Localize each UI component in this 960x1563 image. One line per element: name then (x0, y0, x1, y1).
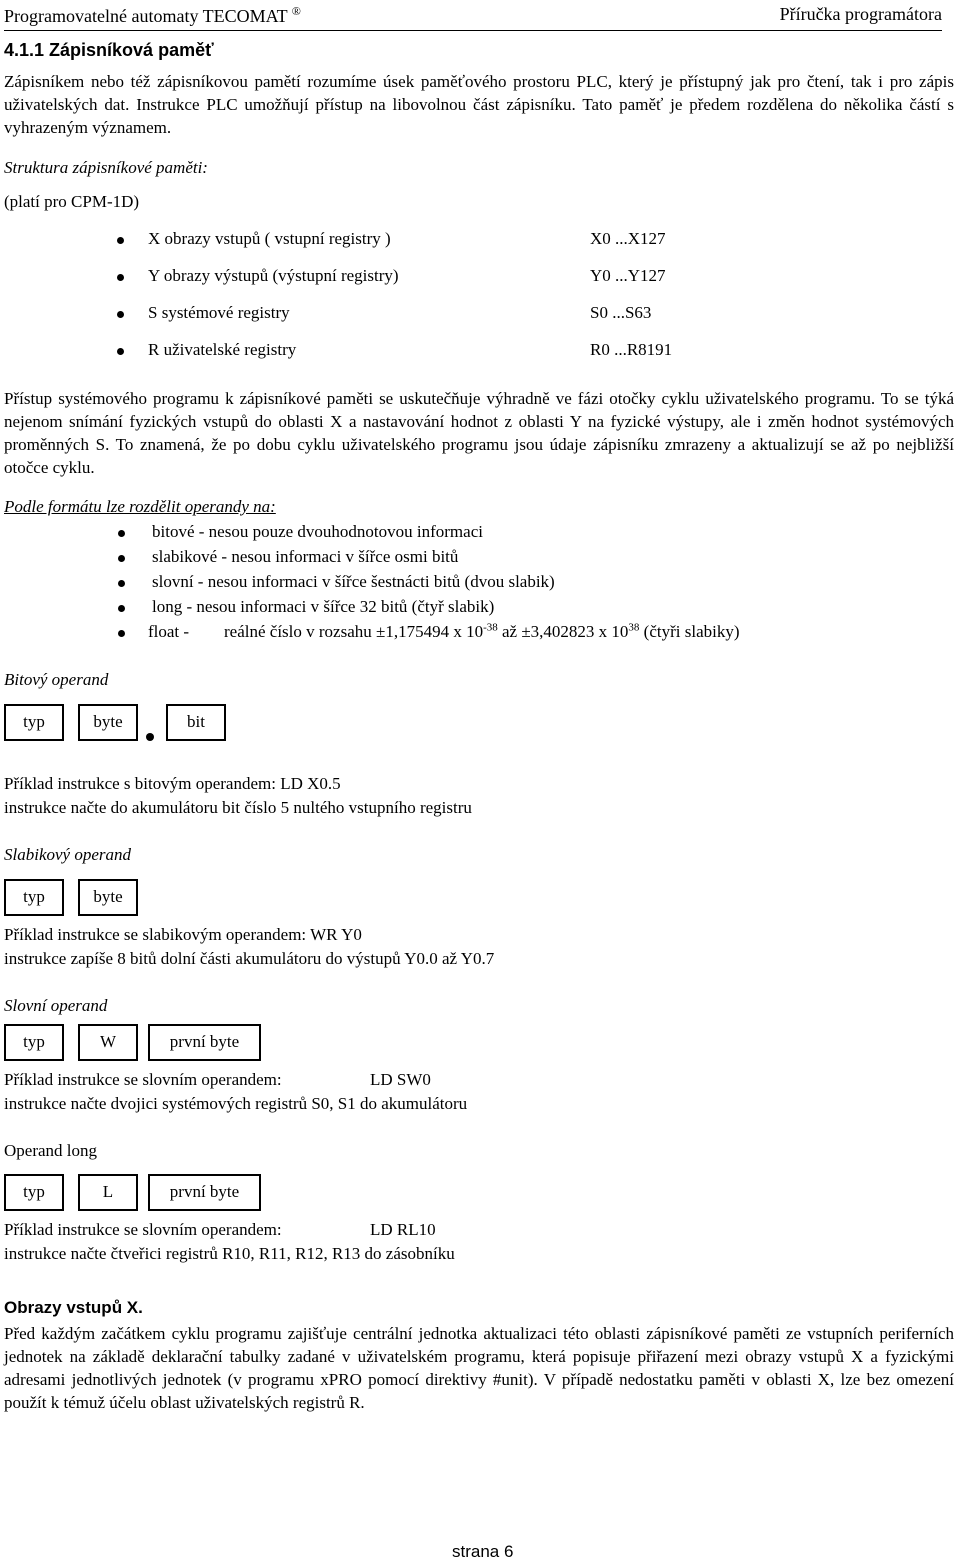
long-description: instrukce načte čtveřici registrů R10, R11, R12, R13 do zásobníku (4, 1244, 455, 1263)
byte-operand-heading: Slabikový operand (4, 845, 131, 864)
field-box: typ (4, 879, 64, 916)
structure-note: (platí pro CPM-1D) (4, 192, 140, 211)
bullet-icon (117, 237, 124, 244)
word-instruction: LD SW0 (370, 1070, 431, 1089)
field-box: bit (166, 704, 226, 741)
byte-description: instrukce zapíše 8 bitů dolní části akumulátoru do výstupů Y0.0 až Y0.7 (4, 949, 495, 968)
bit-example: Příklad instrukce s bitovým operandem: LD X0.5 (4, 774, 341, 793)
long-instruction: LD RL10 (370, 1220, 436, 1239)
bullet-icon (117, 274, 124, 281)
format-label: float - (148, 622, 190, 641)
bullet-icon (118, 555, 125, 562)
register-range: X0 ...X127 (590, 229, 666, 248)
register-name: Y obrazy výstupů (výstupní registry) (148, 266, 399, 285)
field-box: byte (78, 879, 138, 916)
separator-dot-icon (146, 733, 154, 741)
format-text: bitové - nesou pouze dvouhodnotovou informaci (152, 522, 483, 541)
format-text: reálné číslo v rozsahu ±1,175494 x $10^{-38}$ až ±3,402823 x $10^{38}$ (čtyři slabiky) (224, 621, 740, 641)
inputs-paragraph: Před každým začátkem cyklu programu zajišťuje centrální jednotka aktualizaci této oblasti zápisníkové paměti ze vstupních periferních jednotek na základě deklarační tabulky zadané v uživatelském programu, která popisuje přiřazení mezi obrazy vstupů X a fyzickými adresami jednotlivých jednotek (v programu xPRO pomocí direktivy #unit). V případě nedostatku paměti v oblasti X, lze bez omezení použít k témuž účelu oblast uživatelských registrů R. (4, 1324, 954, 1412)
bit-description: instrukce načte do akumulátoru bit číslo 5 nultého vstupního registru (4, 798, 472, 817)
field-box: W (78, 1024, 138, 1061)
bullet-icon (117, 348, 124, 355)
field-box: první byte (148, 1174, 261, 1211)
register-name: X obrazy vstupů ( vstupní registry ) (148, 229, 391, 248)
registered-mark: ® (291, 4, 301, 18)
page-header (4, 0, 942, 31)
register-name: R uživatelské registry (148, 340, 297, 359)
bullet-icon (118, 630, 125, 637)
intro-paragraph: Zápisníkem nebo též zápisníkovou pamětí rozumíme úsek paměťového prostoru PLC, který je přístupný jak pro čtení, tak i pro zápis uživatelských dat. Instrukce PLC umožňují přístup na libovolnou část zápisníku. Tato paměť je předem rozdělena do několika částí s vyhrazeným významem. (4, 72, 954, 137)
field-box: typ (4, 1174, 64, 1211)
register-range: S0 ...S63 (590, 303, 652, 322)
long-operand-heading: Operand long (4, 1141, 98, 1160)
format-heading: Podle formátu lze rozdělit operandy na: (4, 497, 276, 516)
bullet-icon (118, 530, 125, 537)
word-operand-heading: Slovní operand (4, 996, 108, 1015)
format-text: long - nesou informaci v šířce 32 bitů (čtyř slabik) (152, 597, 495, 616)
page-number: strana 6 (452, 1542, 514, 1561)
header-right: Příručka programátora (779, 4, 942, 24)
section-title: 4.1.1 Zápisníková paměť (4, 40, 214, 60)
word-example: Příklad instrukce se slovním operandem: (4, 1070, 282, 1089)
long-example: Příklad instrukce se slovním operandem: (4, 1220, 282, 1239)
field-box: typ (4, 704, 64, 741)
bullet-icon (117, 311, 124, 318)
format-text: slabikové - nesou informaci v šířce osmi bitů (152, 547, 459, 566)
header-left: Programovatelné automaty TECOMAT ® (4, 4, 301, 26)
register-range: R0 ...R8191 (590, 340, 673, 359)
inputs-heading: Obrazy vstupů X. (4, 1298, 143, 1317)
field-box: byte (78, 704, 138, 741)
access-paragraph: Přístup systémového programu k zápisníkové paměti se uskutečňuje výhradně ve fázi otočky cyklu uživatelského programu. To se týká nejenom snímání fyzických vstupů do oblasti X a nastavování hodnot z oblasti Y na fyzické výstupy, ale i změn hodnot systémových proměnných S. To znamená, že po dobu cyklu uživatelského programu jsou údaje zápisníku zmrazeny a aktualizují se až po nejbližší otočce cyklu. (4, 389, 954, 477)
register-name: S systémové registry (148, 303, 290, 322)
bullet-icon (118, 580, 125, 587)
structure-heading: Struktura zápisníkové paměti: (4, 158, 208, 177)
field-box: první byte (148, 1024, 261, 1061)
bit-operand-heading: Bitový operand (4, 670, 109, 689)
bullet-icon (118, 605, 125, 612)
field-box: L (78, 1174, 138, 1211)
byte-example: Příklad instrukce se slabikovým operandem: WR Y0 (4, 925, 362, 944)
register-range: Y0 ...Y127 (590, 266, 666, 285)
field-box: typ (4, 1024, 64, 1061)
word-description: instrukce načte dvojici systémových registrů S0, S1 do akumulátoru (4, 1094, 468, 1113)
format-text: slovní - nesou informaci v šířce šestnácti bitů (dvou slabik) (152, 572, 555, 591)
